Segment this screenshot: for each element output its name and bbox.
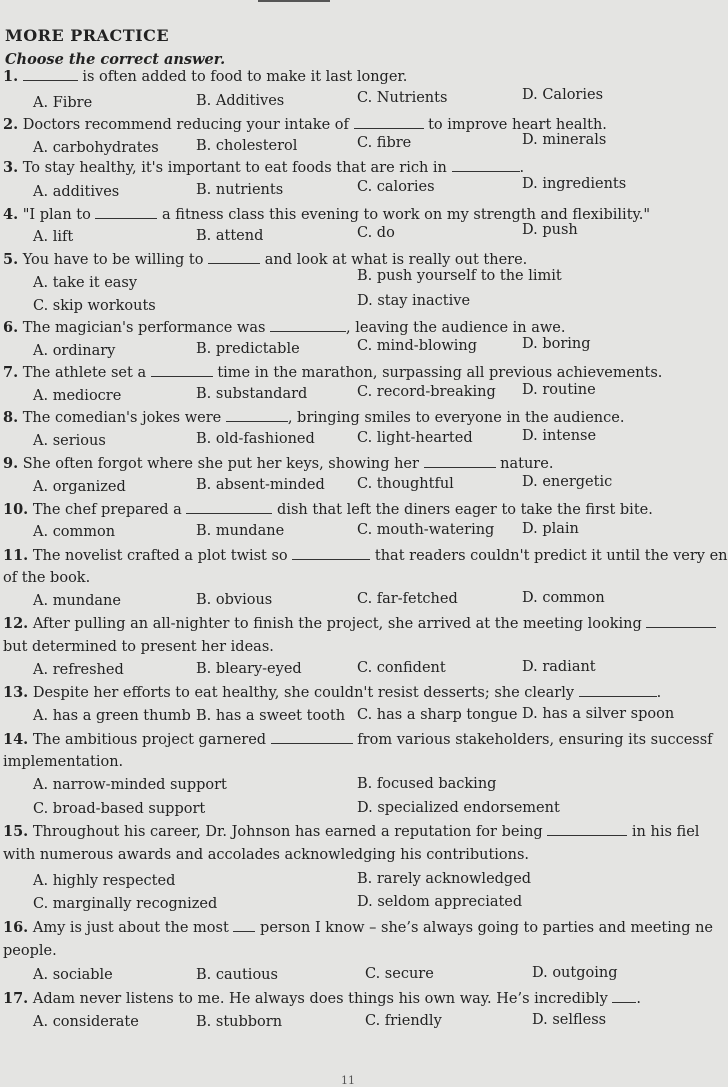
question-8	[3, 409, 624, 426]
question-14	[3, 731, 713, 748]
answer-blank[interactable]	[151, 364, 213, 377]
question-11-continuation: of the book.	[3, 570, 91, 586]
option-b[interactable]: B. cholesterol	[196, 138, 298, 154]
option-d[interactable]: D. routine	[522, 382, 596, 398]
question-number: 14.	[3, 731, 29, 748]
question-number: 15.	[3, 823, 29, 840]
answer-blank[interactable]	[233, 919, 255, 932]
option-d[interactable]: D. stay inactive	[357, 293, 471, 309]
answer-blank[interactable]	[452, 159, 520, 172]
option-d[interactable]: D. seldom appreciated	[357, 894, 523, 910]
question-number: 2.	[3, 116, 19, 133]
option-d[interactable]: D. push	[522, 222, 578, 238]
question-text-post: time in the marathon, surpassing all previous achievements.	[212, 365, 663, 381]
question-4	[3, 206, 650, 223]
option-c[interactable]: C. calories	[357, 179, 435, 195]
question-text-pre: Amy is just about the most	[32, 920, 229, 936]
question-text-pre: You have to be willing to	[22, 252, 204, 268]
question-text-pre: "I plan to	[22, 207, 91, 223]
question-text-post: dish that left the diners eager to take the first bite.	[272, 502, 653, 518]
answer-blank[interactable]	[547, 823, 627, 836]
question-text-pre: The novelist crafted a plot twist so	[32, 548, 288, 564]
option-b[interactable]: B. Additives	[196, 93, 285, 109]
question-number: 1.	[3, 68, 19, 85]
answer-blank[interactable]	[95, 206, 157, 219]
answer-blank[interactable]	[579, 684, 657, 697]
question-16-continuation: people.	[3, 943, 57, 959]
option-a[interactable]: A. organized	[33, 479, 126, 495]
answer-blank[interactable]	[271, 731, 353, 744]
option-a[interactable]: A. mundane	[33, 593, 121, 609]
question-text-post: is often added to food to make it last longer.	[77, 69, 408, 85]
option-a[interactable]: A. narrow-minded support	[33, 777, 227, 793]
option-d[interactable]: D. outgoing	[532, 965, 618, 981]
option-b[interactable]: B. absent-minded	[196, 477, 325, 493]
option-c[interactable]: C. light-hearted	[357, 430, 473, 446]
option-a[interactable]: A. common	[33, 524, 116, 540]
option-d[interactable]: D. energetic	[522, 474, 613, 490]
option-a[interactable]: A. refreshed	[33, 662, 124, 678]
question-16	[3, 919, 713, 936]
question-10	[3, 501, 653, 518]
option-d[interactable]: D. intense	[522, 428, 597, 444]
answer-blank[interactable]	[226, 409, 288, 422]
option-c[interactable]: C. friendly	[365, 1013, 442, 1029]
question-number: 5.	[3, 251, 19, 268]
option-a[interactable]: A. additives	[33, 184, 120, 200]
option-b[interactable]: B. obvious	[196, 592, 273, 608]
option-b[interactable]: B. nutrients	[196, 182, 284, 198]
option-a[interactable]: A. ordinary	[33, 343, 116, 359]
page-number: 11	[341, 1074, 355, 1087]
question-text-post: .	[656, 685, 662, 701]
option-a[interactable]: A. has a green thumb	[33, 708, 191, 724]
question-text-post: to improve heart health.	[423, 117, 607, 133]
option-b[interactable]: B. focused backing	[357, 776, 497, 792]
option-b[interactable]: B. rarely acknowledged	[357, 871, 532, 887]
question-number: 16.	[3, 919, 29, 936]
option-c[interactable]: C. skip workouts	[33, 298, 156, 314]
question-6	[3, 319, 565, 336]
option-c[interactable]: C. Nutrients	[357, 90, 448, 106]
question-number: 12.	[3, 615, 29, 632]
option-c[interactable]: C. marginally recognized	[33, 896, 218, 912]
option-a[interactable]: A. serious	[33, 433, 106, 449]
question-2	[3, 116, 607, 133]
question-13	[3, 684, 661, 701]
question-15	[3, 823, 699, 840]
question-text-post: .	[636, 991, 641, 1007]
question-text-pre: The ambitious project garnered	[32, 732, 267, 748]
option-b[interactable]: B. cautious	[196, 967, 278, 983]
question-text-pre: She often forgot where she put her keys, showing her	[22, 456, 419, 472]
question-number: 7.	[3, 364, 19, 381]
option-a[interactable]: A. lift	[33, 229, 74, 245]
option-d[interactable]: D. selfless	[532, 1012, 607, 1028]
question-text-post: nature.	[495, 456, 554, 472]
option-b[interactable]: B. bleary-eyed	[196, 661, 302, 677]
answer-blank[interactable]	[186, 501, 272, 514]
option-d[interactable]: D. Calories	[522, 87, 604, 103]
question-14-continuation: implementation.	[3, 754, 124, 770]
question-number: 9.	[3, 455, 19, 472]
question-number: 13.	[3, 684, 29, 701]
option-b[interactable]: B. mundane	[196, 523, 285, 539]
question-11	[3, 547, 728, 564]
option-b[interactable]: B. substandard	[196, 386, 308, 402]
question-3	[3, 159, 524, 176]
option-d[interactable]: D. minerals	[522, 132, 607, 148]
answer-blank[interactable]	[354, 116, 424, 129]
option-d[interactable]: D. has a silver spoon	[522, 706, 675, 722]
question-text-pre: After pulling an all-nighter to finish the project, she arrived at the meeting looking	[32, 616, 642, 632]
option-a[interactable]: A. Fibre	[33, 95, 93, 111]
question-text-pre: The comedian's jokes were	[22, 410, 222, 426]
top-rule	[258, 0, 330, 2]
option-c[interactable]: C. record-breaking	[357, 384, 496, 400]
question-12	[3, 615, 716, 632]
question-text-pre: Despite her efforts to eat healthy, she couldn't resist desserts; she clearly	[32, 685, 575, 701]
question-text-pre: Throughout his career, Dr. Johnson has earned a reputation for being	[32, 824, 543, 840]
answer-blank[interactable]	[208, 251, 260, 264]
option-d[interactable]: D. common	[522, 590, 605, 606]
question-17	[3, 990, 641, 1007]
option-d[interactable]: D. specialized endorsement	[357, 800, 560, 816]
option-b[interactable]: B. has a sweet tooth	[196, 708, 346, 724]
question-text-pre: The chef prepared a	[32, 502, 182, 518]
question-number: 8.	[3, 409, 19, 426]
answer-blank[interactable]	[270, 319, 346, 332]
option-a[interactable]: A. carbohydrates	[33, 140, 159, 156]
option-a[interactable]: A. highly respected	[33, 873, 176, 889]
question-text-post: and look at what is really out there.	[260, 252, 528, 268]
option-c[interactable]: C. fibre	[357, 135, 412, 151]
answer-blank[interactable]	[612, 990, 636, 1003]
question-text-pre: The athlete set a	[22, 365, 147, 381]
question-5	[3, 251, 527, 268]
question-number: 3.	[3, 159, 19, 176]
option-c[interactable]: C. mind-blowing	[357, 338, 478, 354]
answer-blank[interactable]	[23, 68, 78, 81]
option-b[interactable]: B. predictable	[196, 341, 300, 357]
option-d[interactable]: D. boring	[522, 336, 591, 352]
question-9	[3, 455, 553, 472]
option-c[interactable]: C. confident	[357, 660, 446, 676]
option-b[interactable]: B. stubborn	[196, 1014, 283, 1030]
instruction-text: Choose the correct answer.	[5, 51, 226, 68]
question-text-post: .	[519, 160, 525, 176]
option-a[interactable]: A. sociable	[33, 967, 113, 983]
answer-blank[interactable]	[646, 615, 716, 628]
question-number: 6.	[3, 319, 19, 336]
question-number: 10.	[3, 501, 29, 518]
option-a[interactable]: A. take it easy	[33, 275, 138, 291]
question-text-pre: Adam never listens to me. He always does things his own way. He’s incredibly	[32, 991, 608, 1007]
option-c[interactable]: C. thoughtful	[357, 476, 454, 492]
question-text-post: from various stakeholders, ensuring its successf	[352, 732, 713, 748]
option-c[interactable]: C. has a sharp tongue	[357, 707, 518, 723]
question-1	[3, 68, 407, 85]
option-c[interactable]: C. broad-based support	[33, 801, 206, 817]
option-c[interactable]: C. mouth-watering	[357, 522, 495, 538]
question-text-post: person I know – she’s always going to parties and meeting ne	[255, 920, 714, 936]
option-c[interactable]: C. do	[357, 225, 395, 241]
question-text-post: that readers couldn't predict it until the very en	[370, 548, 728, 564]
question-text-pre: Doctors recommend reducing your intake of	[22, 117, 349, 133]
option-c[interactable]: C. far-fetched	[357, 591, 458, 607]
question-text-pre: To stay healthy, it's important to eat foods that are rich in	[22, 160, 447, 176]
option-d[interactable]: D. radiant	[522, 659, 596, 675]
answer-blank[interactable]	[424, 455, 496, 468]
question-number: 11.	[3, 547, 29, 564]
option-d[interactable]: D. plain	[522, 521, 579, 537]
option-d[interactable]: D. ingredients	[522, 176, 627, 192]
question-text-post: , bringing smiles to everyone in the audience.	[287, 410, 625, 426]
question-number: 4.	[3, 206, 19, 223]
option-a[interactable]: A. considerate	[33, 1014, 139, 1030]
question-text-post: , leaving the audience in awe.	[346, 320, 566, 336]
option-b[interactable]: B. old-fashioned	[196, 431, 315, 447]
option-b[interactable]: B. attend	[196, 228, 264, 244]
option-a[interactable]: A. mediocre	[33, 388, 122, 404]
question-15-continuation: with numerous awards and accolades acknowledging his contributions.	[3, 847, 530, 863]
question-text-post: a fitness class this evening to work on my strength and flexibility."	[157, 207, 651, 223]
option-c[interactable]: C. secure	[365, 966, 434, 982]
answer-blank[interactable]	[292, 547, 370, 560]
question-text-post: in his fiel	[627, 824, 700, 840]
question-number: 17.	[3, 990, 29, 1007]
option-b[interactable]: B. push yourself to the limit	[357, 268, 562, 284]
question-12-continuation: but determined to present her ideas.	[3, 639, 274, 655]
question-7	[3, 364, 662, 381]
section-title: MORE PRACTICE	[5, 26, 170, 45]
question-text-pre: The magician's performance was	[22, 320, 266, 336]
